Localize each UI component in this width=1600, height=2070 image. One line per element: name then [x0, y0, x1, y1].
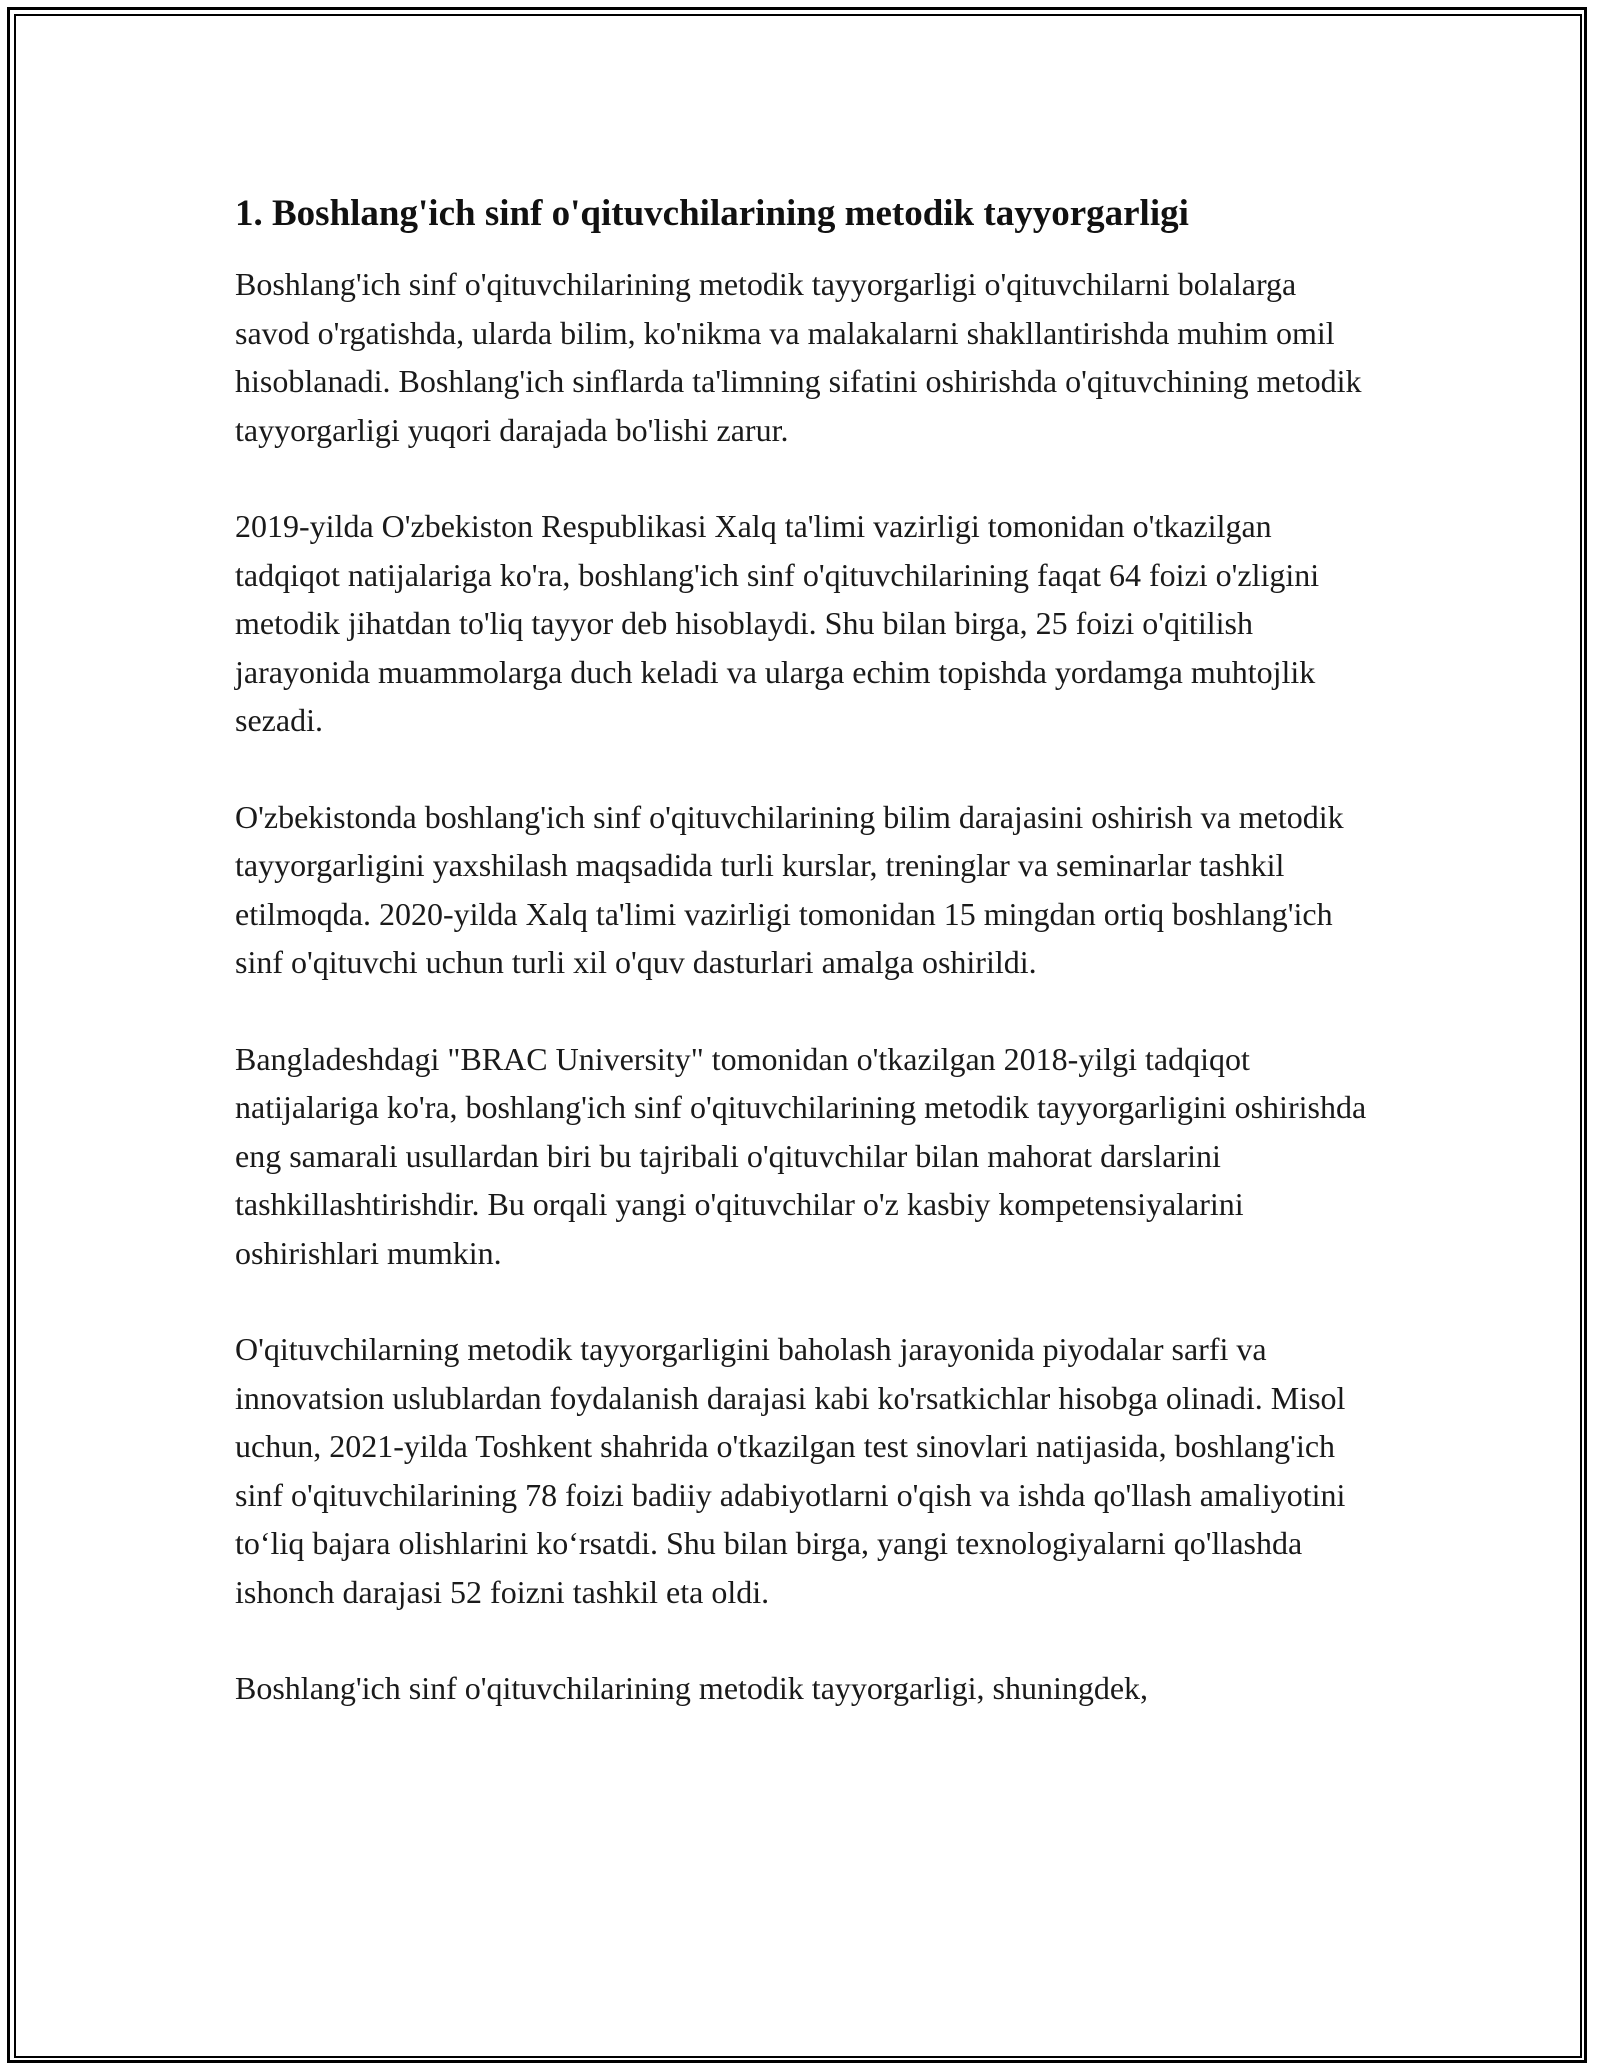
paragraph-6: Boshlang'ich sinf o'qituvchilarining metodik tayyorgarligi, shuningdek, — [235, 1670, 1149, 1706]
paragraph-4: Bangladeshdagi "BRAC University" tomonidan o'tkazilgan 2018-yilgi tadqiqot natijalariga ko'ra, boshlang'ich sinf o'qituvchilarining metodik tayyorgarligini oshirishda eng samarali usullardan biri bu tajribali o'qituvchilar bilan mahorat darslarini tashkillashtirishdir. Bu orqali yangi o'qituvchilar o'z kasbiy kompetensiyalarini oshirishlari mumkin. — [235, 1040, 1367, 1271]
paragraph-3: O'zbekistonda boshlang'ich sinf o'qituvchilarining bilim darajasini oshirish va metodik tayyorgarligini yaxshilash maqsadida turli kurslar, treninglar va seminarlar tashkil etilmoqda. 2020-yilda Xalq ta'limi vazirligi tomonidan 15 mingdan ortiq boshlang'ich sinf o'qituvchi uchun turli xil o'quv dasturlari amalga oshirildi. — [235, 798, 1344, 980]
paragraph-1: Boshlang'ich sinf o'qituvchilarining metodik tayyorgarligi o'qituvchilarni bolalarga savod o'rgatishda, ularda bilim, ko'nikma va malakalarni shakllantirishda muhim omil hisoblanadi. Boshlang'ich sinflarda ta'limning sifatini oshirishda o'qituvchining metodik tayyorgarligi yuqori darajada bo'lishi zarur. — [235, 266, 1362, 448]
document-body — [235, 188, 1375, 1761]
paragraph-5: O'qituvchilarning metodik tayyorgarligini baholash jarayonida piyodalar sarfi va innovatsion uslublardan foydalanish darajasi kabi ko'rsatkichlar hisobga olinadi. Misol uchun, 2021-yilda Toshkent shahrida o'tkazilgan test sinovlari natijasida, boshlang'ich sinf o'qituvchilarining 78 foizi badiiy adabiyotlarni o'qish va ishda qo'llash amaliyotini to‘liq bajara olishlarini ko‘rsatdi. Shu bilan birga, yangi texnologiyalarni qo'llashda ishonch darajasi 52 foizni tashkil eta oldi. — [235, 1331, 1346, 1610]
paragraph-2: 2019-yilda O'zbekiston Respublikasi Xalq ta'limi vazirligi tomonidan o'tkazilgan tadqiqot natijalariga ko'ra, boshlang'ich sinf o'qituvchilarining faqat 64 foizi o'zligini metodik jihatdan to'liq tayyor deb hisoblaydi. Shu bilan birga, 25 foizi o'qitilish jarayonida muammolarga duch keladi va ularga echim topishda yordamga muhtojlik sezadi. — [235, 508, 1320, 738]
section-heading: 1. Boshlang'ich sinf o'qituvchilarining metodik tayyorgarligi — [235, 193, 1189, 234]
